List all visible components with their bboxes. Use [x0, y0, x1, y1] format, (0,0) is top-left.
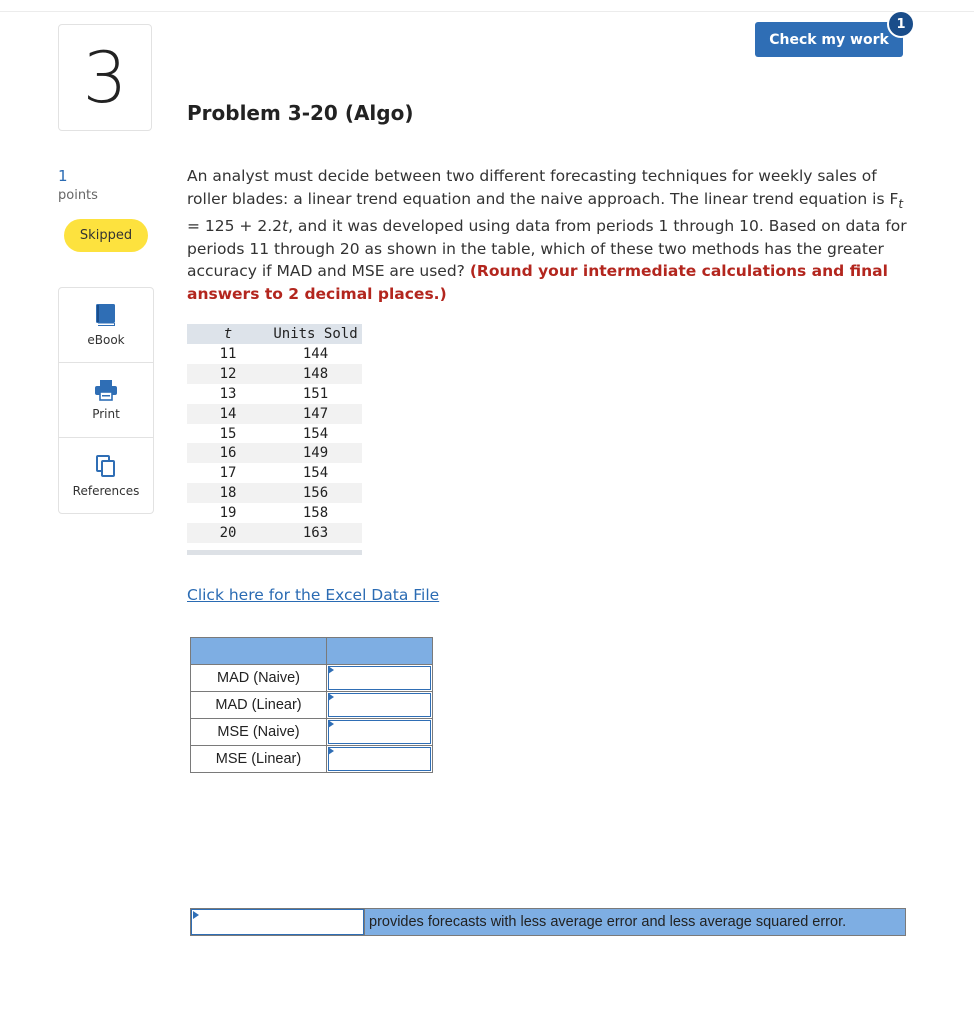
column-header-units-sold: Units Sold — [269, 324, 362, 344]
table-row: 11 144 — [219, 345, 329, 362]
excel-data-link[interactable]: Click here for the Excel Data File — [187, 586, 440, 604]
input-marker-icon — [328, 693, 334, 701]
input-marker-icon — [328, 666, 334, 674]
column-header-t: t — [187, 324, 269, 344]
print-label: Print — [92, 407, 120, 421]
check-my-work-button[interactable]: Check my work — [755, 22, 903, 57]
sales-data-table — [187, 324, 362, 543]
ebook-icon — [95, 303, 117, 327]
table-row: 12 148 — [187, 364, 362, 384]
table-row: 13 151 — [219, 385, 329, 402]
check-attempts-badge: 1 — [887, 10, 915, 38]
mad-linear-input[interactable] — [328, 693, 431, 717]
table-row: 14 147 — [187, 404, 362, 424]
table-row: 20 163 — [187, 523, 362, 543]
table-row: 15 154 — [219, 425, 329, 442]
conclusion-text: provides forecasts with less average error and less average squared error. — [364, 909, 905, 935]
print-icon — [94, 379, 118, 401]
answer-row-mad-naive — [191, 665, 433, 692]
conclusion-row — [190, 908, 906, 936]
answer-header-label — [191, 638, 327, 665]
answer-table — [190, 637, 433, 773]
points-label: points — [58, 188, 98, 203]
references-label: References — [72, 483, 140, 498]
answer-row-mad-linear — [191, 692, 433, 719]
mad-naive-input[interactable] — [328, 666, 431, 690]
status-badge: Skipped — [64, 219, 148, 252]
answer-label: MSE (Linear) — [191, 746, 327, 773]
mse-naive-input[interactable] — [328, 720, 431, 744]
ebook-button[interactable] — [59, 288, 153, 363]
rounding-instruction: (Round your intermediate calculations and final answers to 2 decimal places.) — [187, 262, 888, 304]
answer-label: MAD (Linear) — [191, 692, 327, 719]
table-row: 19 158 — [219, 505, 329, 522]
ebook-label: eBook — [87, 333, 125, 347]
method-dropdown[interactable] — [191, 909, 364, 935]
question-text: An analyst must decide between two different forecasting techniques for weekly sales of roller blades: a linear trend equation and the naive approach. The linear trend equation is $F_t = 125 + 2.2t$, and it was developed using data from periods 1 through 10. Based on data for periods 11 through 20 as shown in the table, which of these two methods has the greater accuracy if MAD and MSE are used? (Round your intermediate calculations and final answers to 2 decimal places.) — [187, 167, 907, 304]
table-scrollbar[interactable] — [187, 550, 362, 555]
question-number: 3 — [58, 24, 152, 131]
table-row: 17 154 — [219, 465, 329, 482]
points-value: 1 — [58, 167, 68, 185]
references-button[interactable] — [59, 438, 153, 513]
answer-label: MAD (Naive) — [191, 665, 327, 692]
dropdown-marker-icon — [193, 911, 199, 919]
answer-header-value — [327, 638, 433, 665]
mse-linear-input[interactable] — [328, 747, 431, 771]
answer-row-mse-naive — [191, 719, 433, 746]
answer-label: MSE (Naive) — [191, 719, 327, 746]
top-divider — [0, 11, 974, 12]
problem-title: Problem 3-20 (Algo) — [187, 101, 414, 125]
tools-panel — [58, 287, 154, 514]
answer-row-mse-linear — [191, 746, 433, 773]
input-marker-icon — [328, 747, 334, 755]
print-button[interactable] — [59, 363, 153, 438]
table-row: 18 156 — [187, 483, 362, 503]
input-marker-icon — [328, 720, 334, 728]
table-row: 16 149 — [187, 443, 362, 463]
references-icon — [95, 454, 117, 478]
